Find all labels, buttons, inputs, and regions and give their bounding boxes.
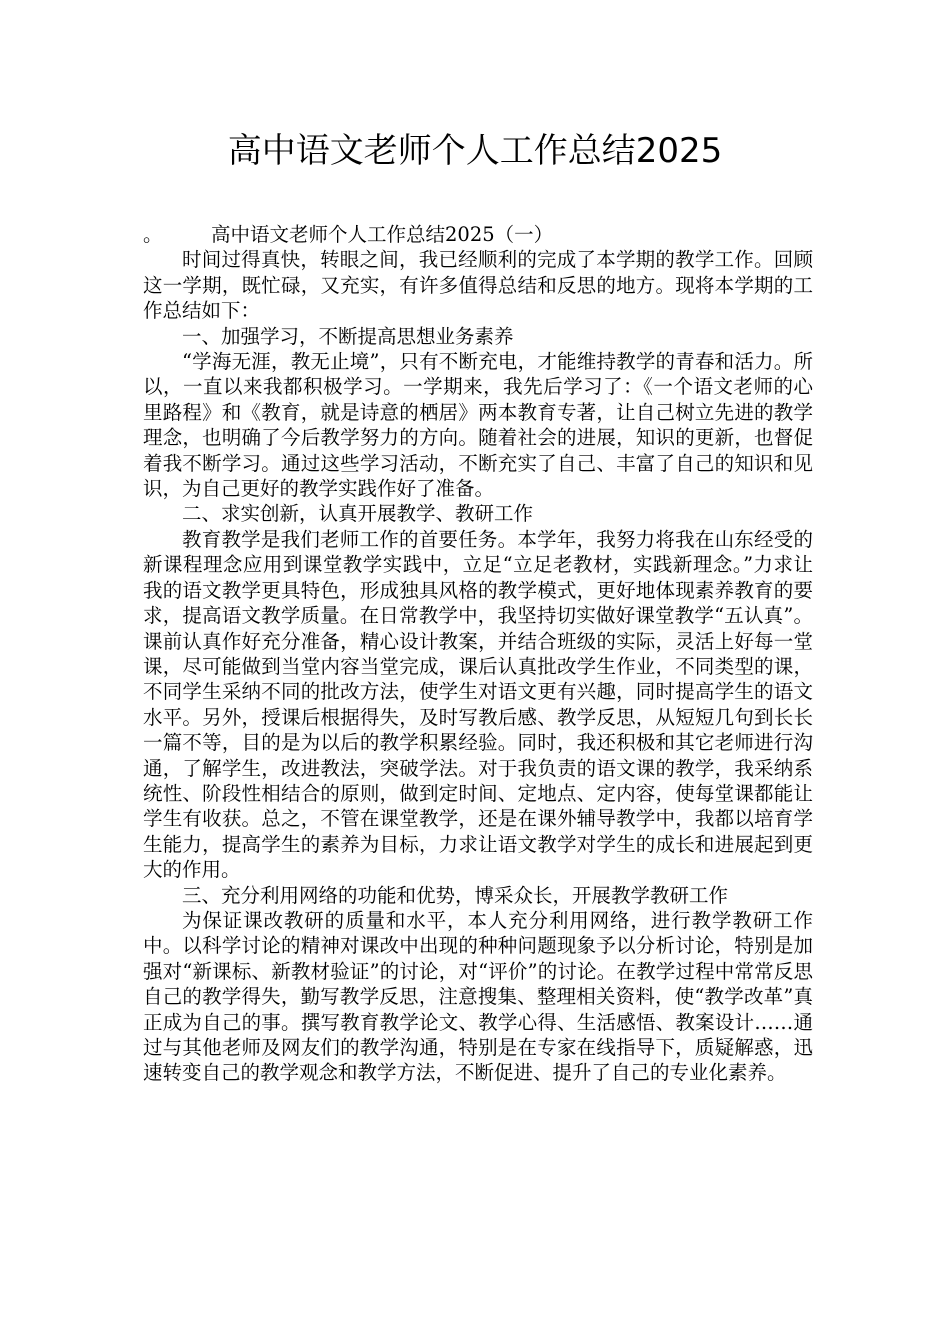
paragraph-intro: 时间过得真快，转眼之间，我已经顺利的完成了本学期的教学工作。回顾这一学期，既忙碌，又充实，有许多值得总结和反思的地方。现将本学期的工作总结如下： <box>143 248 813 323</box>
document-title: 高中语文老师个人工作总结2025 <box>227 131 723 171</box>
paragraph-section-3: 为保证课改教研的质量和水平，本人充分利用网络，进行教学教研工作中。以科学讨论的精神对课改中出现的种种问题现象予以分析讨论，特别是加强对“新课标、新教材验证”的讨论，对“评价”的讨论。在教学过程中常常反思自己的教学得失，勤写教学反思，注意搜集、整理相关资料，使“教学改革”真正成为自己的事。撰写教育教学论文、教学心得、生活感悟、教案设计……通过与其他老师及网友们的教学沟通，特别是在专家在线指导下，质疑解惑，迅速转变自己的教学观念和教学方法，不断促进、提升了自己的专业化素养。 <box>143 908 813 1085</box>
heading-section-2: 二、求实创新，认真开展教学、教研工作 <box>182 502 534 526</box>
paragraph-section-1: “学海无涯，教无止境”，只有不断充电，才能维持教学的青春和活力。所以，一直以来我都积极学习。一学期来，我先后学习了：《一个语文老师的心里路程》和《教育，就是诗意的栖居》两本教育专著，让自己树立先进的教学理念，也明确了今后教学努力的方向。随着社会的进展，知识的更新，也督促着我不断学习。通过这些学习活动，不断充实了自己、丰富了自己的知识和见识，为自己更好的教学实践作好了准备。 <box>143 350 813 501</box>
section-subtitle: 高中语文老师个人工作总结2025（一） <box>211 223 554 246</box>
heading-section-3: 三、充分利用网络的功能和优势，博采众长，开展教学教研工作 <box>182 883 729 907</box>
subtitle-line <box>143 222 813 247</box>
heading-section-1: 一、加强学习，不断提高思想业务素养 <box>182 324 514 348</box>
document-body <box>143 222 813 1086</box>
paragraph-section-2: 教育教学是我们老师工作的首要任务。本学年，我努力将我在山东经受的新课程理念应用到课堂教学实践中，立足“立足老教材，实践新理念。”力求让我的语文教学更具特色，形成独具风格的教学模式，更好地体现素养教育的要求，提高语文教学质量。在日常教学中，我坚持切实做好课堂教学“五认真”。课前认真作好充分准备，精心设计教案，并结合班级的实际，灵活上好每一堂课，尽可能做到当堂内容当堂完成，课后认真批改学生作业，不同类型的课，不同学生采纳不同的批改方法，使学生对语文更有兴趣，同时提高学生的语文水平。另外，授课后根据得失，及时写教后感、教学反思，从短短几句到长长一篇不等，目的是为以后的教学积累经验。同时，我还积极和其它老师进行沟通，了解学生，改进教法，突破学法。对于我负责的语文课的教学，我采纳系统性、阶段性相结合的原则，做到定时间、定地点、定内容，使每堂课都能让学生有收获。总之，不管在课堂教学，还是在课外辅导教学中，我都以培育学生能力，提高学生的素养为目标，力求让语文教学对学生的成长和进展起到更大的作用。 <box>143 527 813 882</box>
intro-mark: 。 <box>143 223 163 246</box>
